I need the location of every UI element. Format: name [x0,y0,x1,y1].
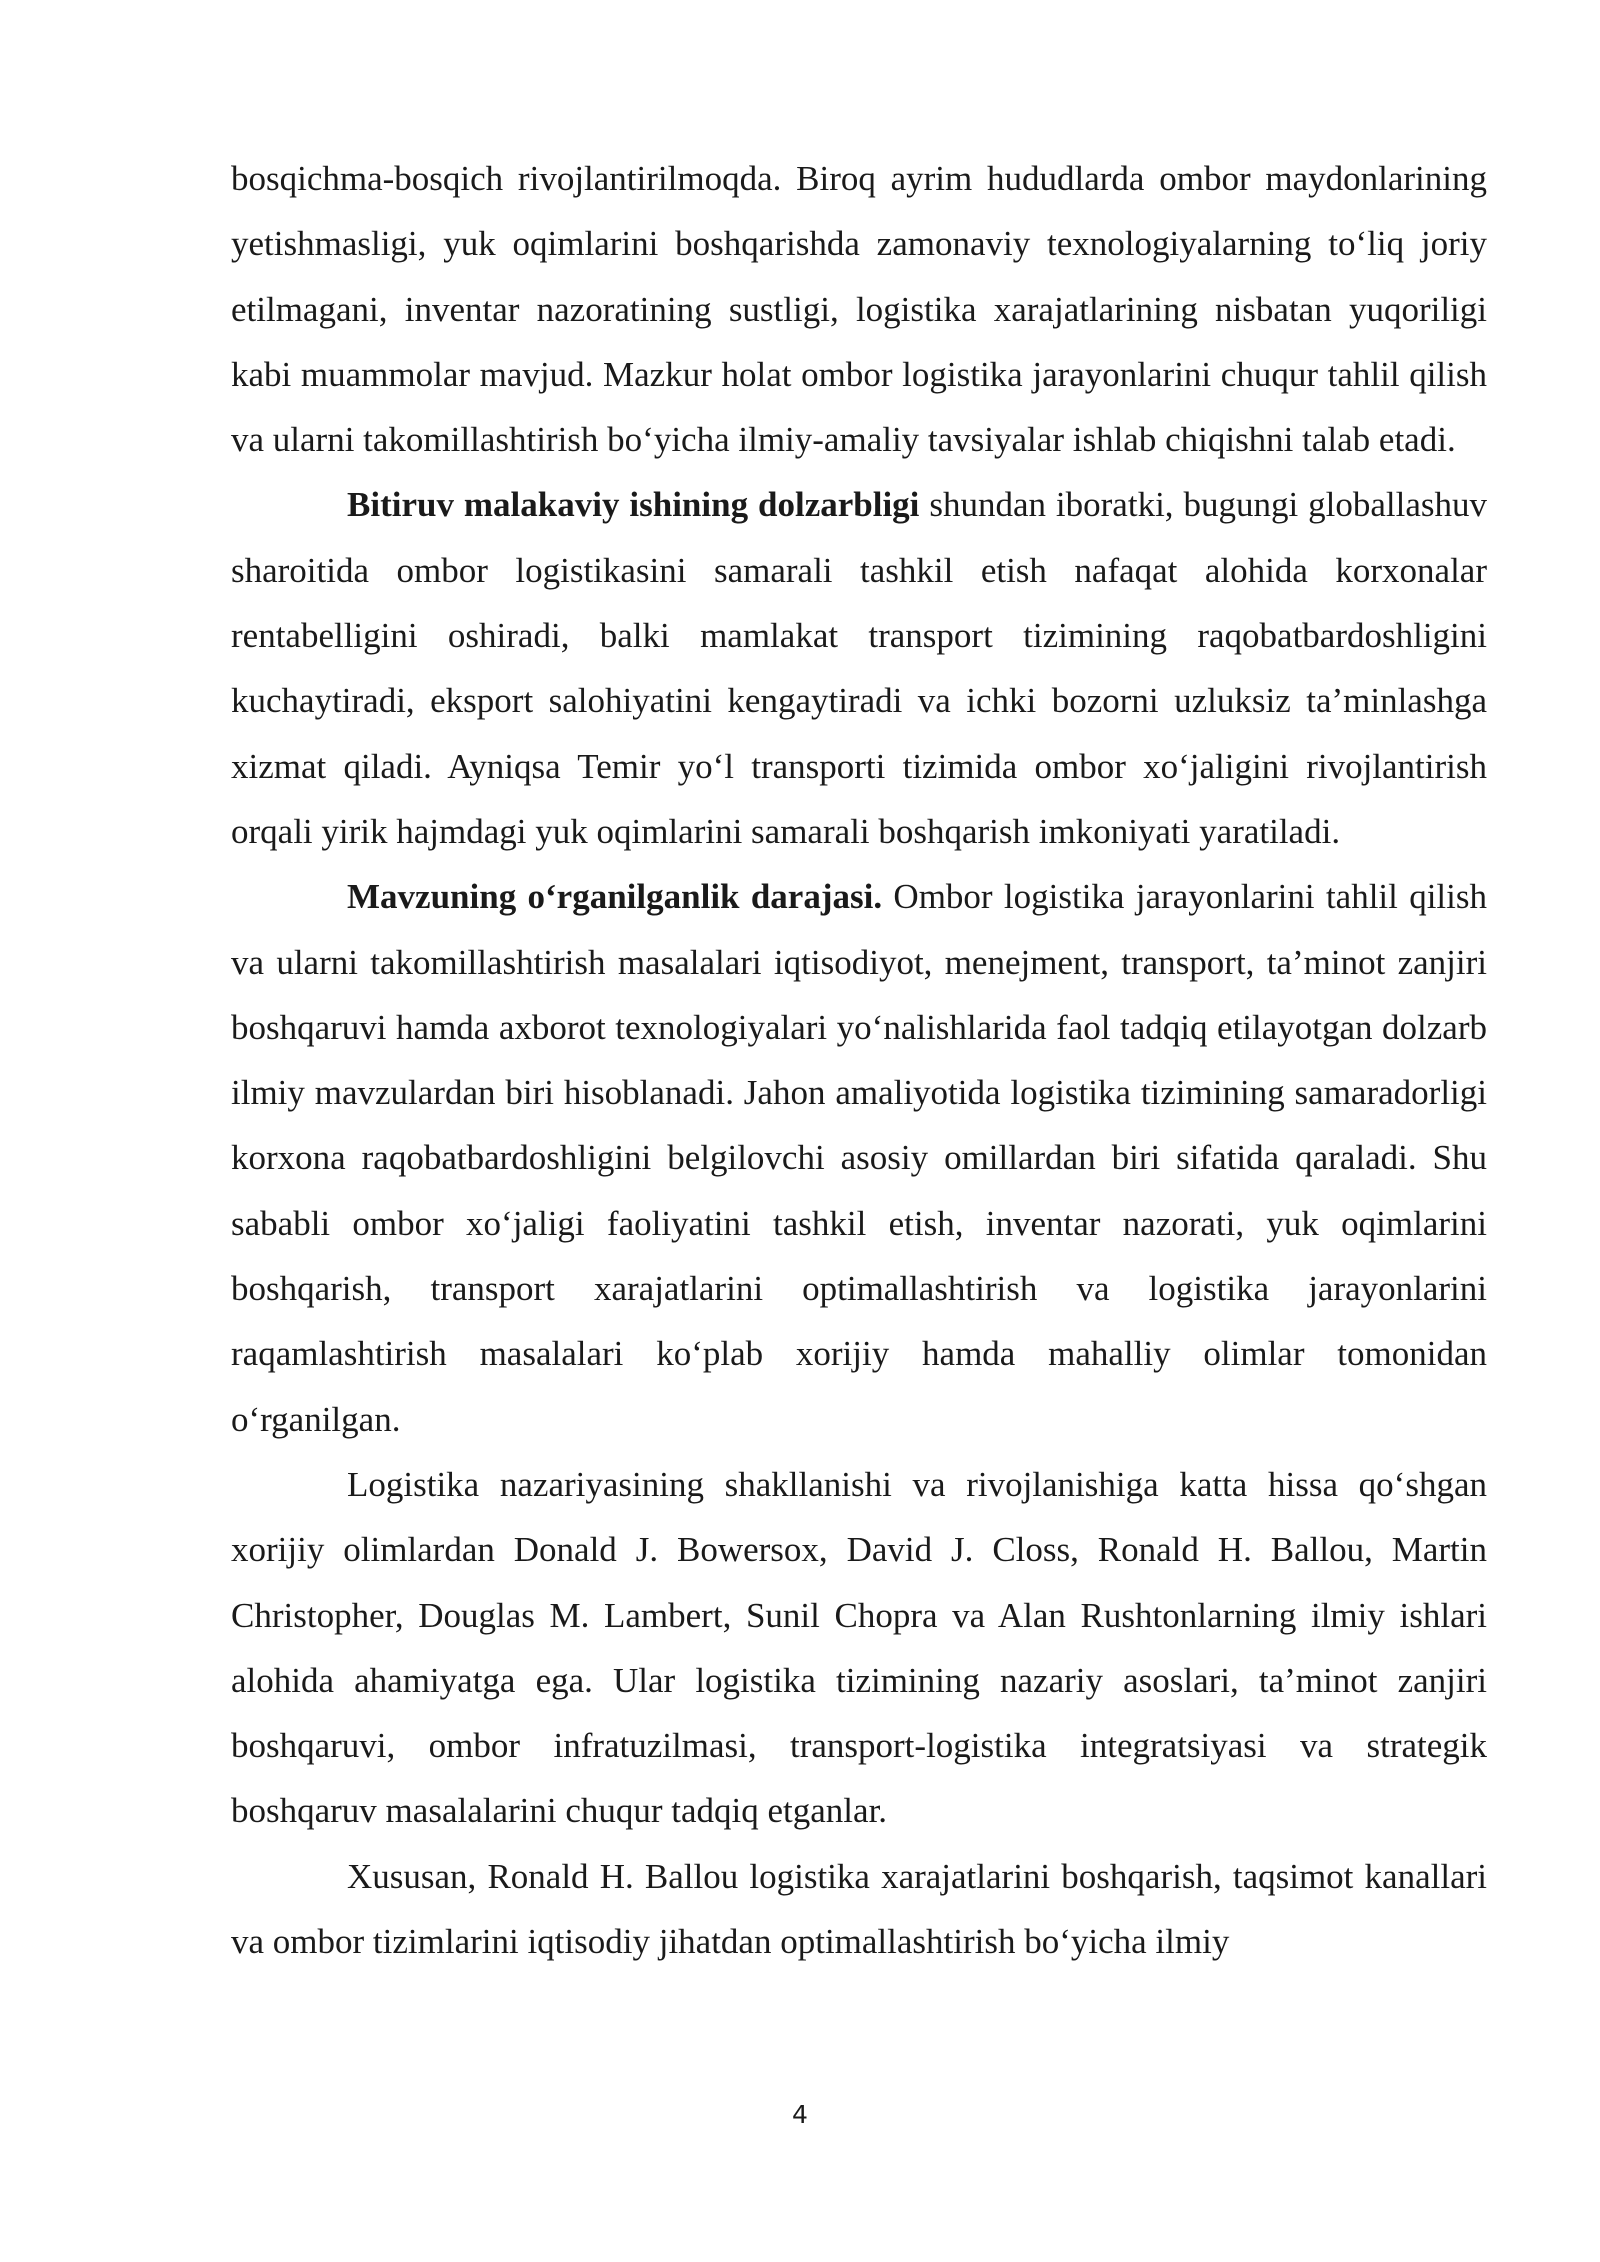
body-text [231,146,1487,1974]
paragraph-lead: Mavzuning o‘rganilganlik darajasi. [347,877,883,917]
paragraph-text: bosqichma-bosqich rivojlantirilmoqda. Biroq ayrim hududlarda ombor maydonlarining yetishmasligi, yuk oqimlarini boshqarishda zamonaviy texnologiyalarning to‘liq joriy etilmagani, inventar nazoratining sustligi, logistika xarajatlarining nisbatan yuqoriligi kabi muammolar mavjud. Mazkur holat ombor logistika jarayonlarini chuqur tahlil qilish va ularni takomillashtirish bo‘yicha ilmiy-amaliy tavsiyalar ishlab chiqishni talab etadi. [231,159,1487,460]
page-number: 4 [792,2100,808,2129]
paragraph-ballou [231,1844,1487,1975]
paragraph-text: Xususan, Ronald H. Ballou logistika xarajatlarini boshqarish, taqsimot kanallari va ombor tizimlarini iqtisodiy jihatdan optimallashtirish bo‘yicha ilmiy [231,1856,1487,1962]
paragraph-dolzarbligi [231,472,1487,864]
paragraph-text: Logistika nazariyasining shakllanishi va rivojlanishiga katta hissa qo‘shgan xorijiy olimlardan Donald J. Bowersox, David J. Closs, Ronald H. Ballou, Martin Christopher, Douglas M. Lambert, Sunil Chopra va Alan Rushtonlarning ilmiy ishlari alohida ahamiyatga ega. Ular logistika tizimining nazariy asoslari, ta’minot zanjiri boshqaruvi, ombor infratuzilmasi, transport-logistika integratsiyasi va strategik boshqaruv masalalarini chuqur tadqiq etganlar. [231,1464,1487,1831]
paragraph-organilganlik [231,864,1487,1452]
paragraph-continuation [231,146,1487,472]
paragraph-text: shundan iboratki, bugungi globallashuv sharoitida ombor logistikasini samarali tashkil etish nafaqat alohida korxonalar rentabelligini oshiradi, balki mamlakat transport tizimining raqobatbardoshligini kuchaytiradi, eksport salohiyatini kengaytiradi va ichki bozorni uzluksiz ta’minlashga xizmat qiladi. Ayniqsa Temir yo‘l transporti tizimida ombor xo‘jaligini rivojlantirish orqali yirik hajmdagi yuk oqimlarini samarali boshqarish imkoniyati yaratiladi. [231,485,1487,851]
paragraph-xorijiy-olimlar [231,1452,1487,1844]
paragraph-text: Ombor logistika jarayonlarini tahlil qilish va ularni takomillashtirish masalalari iqtisodiyot, menejment, transport, ta’minot zanjiri boshqaruvi hamda axborot texnologiyalari yo‘nalishlarida faol tadqiq etilayotgan dolzarb ilmiy mavzulardan biri hisoblanadi. Jahon amaliyotida logistika tizimining samaradorligi korxona raqobatbardoshligini belgilovchi asosiy omillardan biri sifatida qaraladi. Shu sababli ombor xo‘jaligi faoliyatini tashkil etish, inventar nazorati, yuk oqimlarini boshqarish, transport xarajatlarini optimallashtirish va logistika jarayonlarini raqamlashtirish masalalari ko‘plab xorijiy hamda mahalliy olimlar tomonidan o‘rganilgan. [231,877,1487,1439]
paragraph-lead: Bitiruv malakaviy ishining dolzarbligi [347,485,920,525]
